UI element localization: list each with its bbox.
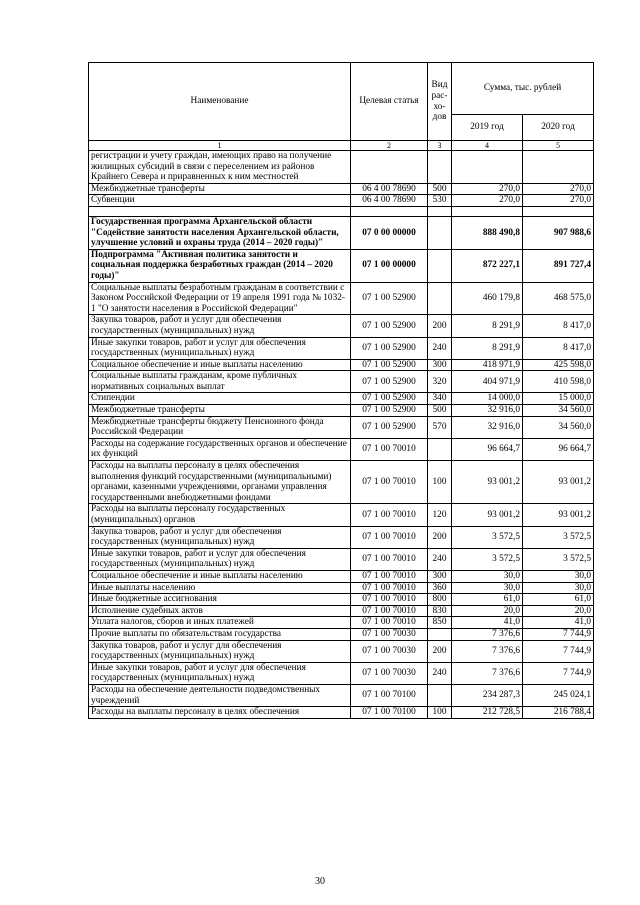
table-body	[89, 151, 594, 719]
column-index: 5	[523, 141, 594, 151]
cell-expense-type: 500	[428, 405, 452, 417]
cell-sum-2019: 234 287,3	[452, 684, 523, 706]
cell-name: Закупка товаров, работ и услуг для обеспечения государственных (муниципальных) нужд	[89, 315, 351, 337]
table-row	[89, 640, 594, 662]
cell-sum-2020: 7 744,9	[523, 640, 594, 662]
header-target-article: Целевая статья	[351, 63, 428, 141]
cell-expense-type	[428, 151, 452, 184]
cell-sum-2020	[523, 151, 594, 184]
table-row	[89, 216, 594, 249]
cell-expense-type: 240	[428, 337, 452, 359]
cell-sum-2020: 30,0	[523, 582, 594, 594]
cell-sum-2020: 7 744,9	[523, 662, 594, 684]
cell-sum-2019: 3 572,5	[452, 548, 523, 570]
cell-sum-2019: 872 227,1	[452, 249, 523, 282]
cell-name: регистрации и учету граждан, имеющих право на получение жилищных субсидий в связи с переселением из районов Крайнего Севера и приравненных к ним местностей	[89, 151, 351, 184]
table-row	[89, 405, 594, 417]
cell-target-article: 07 1 00 52900	[351, 337, 428, 359]
cell-sum-2020: 270,0	[523, 195, 594, 207]
header-year-2020: 2020 год	[523, 115, 594, 141]
cell-target-article: 07 1 00 70010	[351, 526, 428, 548]
cell-sum-2020: 216 788,4	[523, 707, 594, 719]
cell-sum-2019: 270,0	[452, 195, 523, 207]
cell-expense-type: 800	[428, 594, 452, 606]
cell-target-article: 07 1 00 70100	[351, 684, 428, 706]
cell-expense-type	[428, 684, 452, 706]
cell-sum-2020: 7 744,9	[523, 628, 594, 640]
cell-target-article: 07 1 00 70100	[351, 707, 428, 719]
cell-expense-type: 340	[428, 393, 452, 405]
cell-sum-2020: 245 024,1	[523, 684, 594, 706]
cell-sum-2020: 3 572,5	[523, 526, 594, 548]
table-row	[89, 438, 594, 460]
cell-expense-type	[428, 206, 452, 216]
table-row	[89, 337, 594, 359]
cell-name: Уплата налогов, сборов и иных платежей	[89, 617, 351, 629]
cell-name: Межбюджетные трансферты	[89, 183, 351, 195]
cell-expense-type: 200	[428, 640, 452, 662]
cell-sum-2020: 96 664,7	[523, 438, 594, 460]
cell-target-article: 07 0 00 00000	[351, 216, 428, 249]
table-row	[89, 183, 594, 195]
cell-sum-2020: 907 988,6	[523, 216, 594, 249]
cell-name: Социальное обеспечение и иные выплаты населению	[89, 359, 351, 371]
table-row	[89, 282, 594, 315]
cell-target-article: 07 1 00 52900	[351, 315, 428, 337]
cell-name: Иные закупки товаров, работ и услуг для обеспечения государственных (муниципальных) нужд	[89, 662, 351, 684]
cell-sum-2020: 3 572,5	[523, 548, 594, 570]
cell-sum-2019: 20,0	[452, 605, 523, 617]
budget-page	[88, 62, 593, 719]
cell-target-article: 07 1 00 00000	[351, 249, 428, 282]
cell-name: Социальные выплаты гражданам, кроме публичных нормативных социальных выплат	[89, 371, 351, 393]
cell-target-article: 07 1 00 70030	[351, 628, 428, 640]
table-row	[89, 393, 594, 405]
cell-target-article: 07 1 00 52900	[351, 282, 428, 315]
cell-sum-2019: 212 728,5	[452, 707, 523, 719]
cell-name: Закупка товаров, работ и услуг для обеспечения государственных (муниципальных) нужд	[89, 640, 351, 662]
cell-target-article: 07 1 00 70010	[351, 582, 428, 594]
column-index: 2	[351, 141, 428, 151]
table-row	[89, 605, 594, 617]
column-index: 4	[452, 141, 523, 151]
cell-target-article	[351, 151, 428, 184]
cell-name: Закупка товаров, работ и услуг для обеспечения государственных (муниципальных) нужд	[89, 526, 351, 548]
cell-name: Расходы на выплаты персоналу в целях обеспечения	[89, 707, 351, 719]
table-row	[89, 548, 594, 570]
cell-name: Подпрограмма "Активная политика занятости и социальная поддержка безработных граждан (2014 – 2020 годы)"	[89, 249, 351, 282]
cell-sum-2020: 93 001,2	[523, 504, 594, 526]
cell-name: Стипендии	[89, 393, 351, 405]
header-expense-type: Вид рас- хо- дов	[428, 63, 452, 141]
table-row	[89, 662, 594, 684]
cell-sum-2019: 404 971,9	[452, 371, 523, 393]
cell-target-article: 07 1 00 70030	[351, 662, 428, 684]
cell-sum-2019: 41,0	[452, 617, 523, 629]
table-row	[89, 582, 594, 594]
cell-expense-type: 530	[428, 195, 452, 207]
table-row	[89, 628, 594, 640]
cell-expense-type: 200	[428, 315, 452, 337]
column-index: 3	[428, 141, 452, 151]
cell-sum-2019: 32 916,0	[452, 416, 523, 438]
cell-expense-type: 830	[428, 605, 452, 617]
cell-sum-2019: 418 971,9	[452, 359, 523, 371]
cell-sum-2019: 93 001,2	[452, 504, 523, 526]
table-row	[89, 526, 594, 548]
cell-expense-type	[428, 282, 452, 315]
cell-expense-type	[428, 216, 452, 249]
cell-name: Межбюджетные трансферты	[89, 405, 351, 417]
table-row	[89, 684, 594, 706]
cell-sum-2019: 96 664,7	[452, 438, 523, 460]
table-row	[89, 461, 594, 504]
cell-sum-2019: 8 291,9	[452, 337, 523, 359]
cell-target-article: 07 1 00 52900	[351, 405, 428, 417]
cell-target-article: 07 1 00 70010	[351, 504, 428, 526]
cell-sum-2020: 410 598,0	[523, 371, 594, 393]
cell-target-article: 07 1 00 70010	[351, 594, 428, 606]
table-row	[89, 504, 594, 526]
cell-target-article: 07 1 00 70010	[351, 548, 428, 570]
cell-name: Субвенции	[89, 195, 351, 207]
header-name: Наименование	[89, 63, 351, 141]
column-index-row	[89, 141, 594, 151]
table-row	[89, 315, 594, 337]
cell-sum-2019: 32 916,0	[452, 405, 523, 417]
cell-expense-type: 120	[428, 504, 452, 526]
table-row	[89, 206, 594, 216]
cell-name: Социальные выплаты безработным гражданам в соответствии с Законом Российской Федерации от 19 апреля 1991 года № 1032-1 "О занятости населения в Российской Федерации"	[89, 282, 351, 315]
cell-sum-2019: 7 376,6	[452, 640, 523, 662]
cell-sum-2019: 270,0	[452, 183, 523, 195]
budget-table	[88, 62, 594, 719]
cell-name: Иные закупки товаров, работ и услуг для обеспечения государственных (муниципальных) нужд	[89, 548, 351, 570]
cell-target-article: 07 1 00 52900	[351, 359, 428, 371]
table-row	[89, 594, 594, 606]
cell-sum-2020: 61,0	[523, 594, 594, 606]
cell-target-article: 07 1 00 70010	[351, 570, 428, 582]
table-row	[89, 570, 594, 582]
cell-sum-2020: 425 598,0	[523, 359, 594, 371]
cell-target-article: 07 1 00 70010	[351, 605, 428, 617]
table-row	[89, 707, 594, 719]
cell-name: Расходы на содержание государственных органов и обеспечение их функций	[89, 438, 351, 460]
table-row	[89, 371, 594, 393]
cell-expense-type: 300	[428, 570, 452, 582]
cell-sum-2019: 30,0	[452, 570, 523, 582]
table-row	[89, 249, 594, 282]
cell-sum-2019: 8 291,9	[452, 315, 523, 337]
table-row	[89, 151, 594, 184]
cell-name: Иные закупки товаров, работ и услуг для обеспечения государственных (муниципальных) нужд	[89, 337, 351, 359]
cell-sum-2019: 61,0	[452, 594, 523, 606]
cell-expense-type: 100	[428, 707, 452, 719]
cell-sum-2020: 34 560,0	[523, 416, 594, 438]
cell-expense-type	[428, 249, 452, 282]
cell-sum-2019: 14 000,0	[452, 393, 523, 405]
cell-sum-2020: 270,0	[523, 183, 594, 195]
table-row	[89, 617, 594, 629]
cell-name: Исполнение судебных актов	[89, 605, 351, 617]
cell-expense-type	[428, 628, 452, 640]
cell-expense-type: 360	[428, 582, 452, 594]
cell-sum-2020: 93 001,2	[523, 461, 594, 504]
cell-expense-type: 240	[428, 548, 452, 570]
cell-name: Социальное обеспечение и иные выплаты населению	[89, 570, 351, 582]
cell-sum-2020: 34 560,0	[523, 405, 594, 417]
cell-sum-2020: 891 727,4	[523, 249, 594, 282]
cell-name: Расходы на обеспечение деятельности подведомственных учреждений	[89, 684, 351, 706]
header-year-2019: 2019 год	[452, 115, 523, 141]
cell-sum-2019: 30,0	[452, 582, 523, 594]
cell-target-article: 07 1 00 70010	[351, 617, 428, 629]
cell-sum-2020: 468 575,0	[523, 282, 594, 315]
cell-sum-2019	[452, 206, 523, 216]
table-row	[89, 416, 594, 438]
cell-expense-type: 100	[428, 461, 452, 504]
table-row	[89, 359, 594, 371]
cell-sum-2019	[452, 151, 523, 184]
cell-name: Иные выплаты населению	[89, 582, 351, 594]
cell-sum-2020: 20,0	[523, 605, 594, 617]
cell-sum-2019: 7 376,6	[452, 662, 523, 684]
header-sum: Сумма, тыс. рублей	[452, 63, 594, 115]
cell-expense-type: 200	[428, 526, 452, 548]
cell-target-article: 07 1 00 52900	[351, 416, 428, 438]
cell-expense-type: 850	[428, 617, 452, 629]
cell-sum-2020: 41,0	[523, 617, 594, 629]
cell-target-article: 07 1 00 70010	[351, 461, 428, 504]
cell-target-article: 07 1 00 70010	[351, 438, 428, 460]
cell-expense-type: 240	[428, 662, 452, 684]
cell-sum-2020: 8 417,0	[523, 315, 594, 337]
cell-name: Иные бюджетные ассигнования	[89, 594, 351, 606]
cell-name: Расходы на выплаты персоналу государственных (муниципальных) органов	[89, 504, 351, 526]
cell-sum-2019: 3 572,5	[452, 526, 523, 548]
cell-target-article: 07 1 00 52900	[351, 371, 428, 393]
cell-target-article: 07 1 00 70030	[351, 640, 428, 662]
cell-sum-2019: 460 179,8	[452, 282, 523, 315]
cell-name	[89, 206, 351, 216]
cell-sum-2019: 93 001,2	[452, 461, 523, 504]
cell-name: Расходы на выплаты персоналу в целях обеспечения выполнения функций государственными (муниципальными) органами, казенными учреждениями, органами управления государственными внебюджетными фондами	[89, 461, 351, 504]
cell-sum-2020: 8 417,0	[523, 337, 594, 359]
cell-target-article: 06 4 00 78690	[351, 195, 428, 207]
cell-expense-type: 570	[428, 416, 452, 438]
cell-name: Прочие выплаты по обязательствам государства	[89, 628, 351, 640]
cell-target-article: 07 1 00 52900	[351, 393, 428, 405]
cell-expense-type: 300	[428, 359, 452, 371]
table-row	[89, 195, 594, 207]
cell-sum-2019: 7 376,6	[452, 628, 523, 640]
cell-sum-2020: 30,0	[523, 570, 594, 582]
cell-sum-2020	[523, 206, 594, 216]
cell-sum-2019: 888 490,8	[452, 216, 523, 249]
cell-expense-type: 500	[428, 183, 452, 195]
column-index: 1	[89, 141, 351, 151]
cell-name: Государственная программа Архангельской области "Содействие занятости населения Архангельской области, улучшение условий и охраны труда (2014 – 2020 годы)"	[89, 216, 351, 249]
cell-target-article	[351, 206, 428, 216]
cell-name: Межбюджетные трансферты бюджету Пенсионного фонда Российской Федерации	[89, 416, 351, 438]
page-number: 30	[315, 876, 325, 887]
cell-sum-2020: 15 000,0	[523, 393, 594, 405]
cell-target-article: 06 4 00 78690	[351, 183, 428, 195]
cell-expense-type	[428, 438, 452, 460]
cell-expense-type: 320	[428, 371, 452, 393]
